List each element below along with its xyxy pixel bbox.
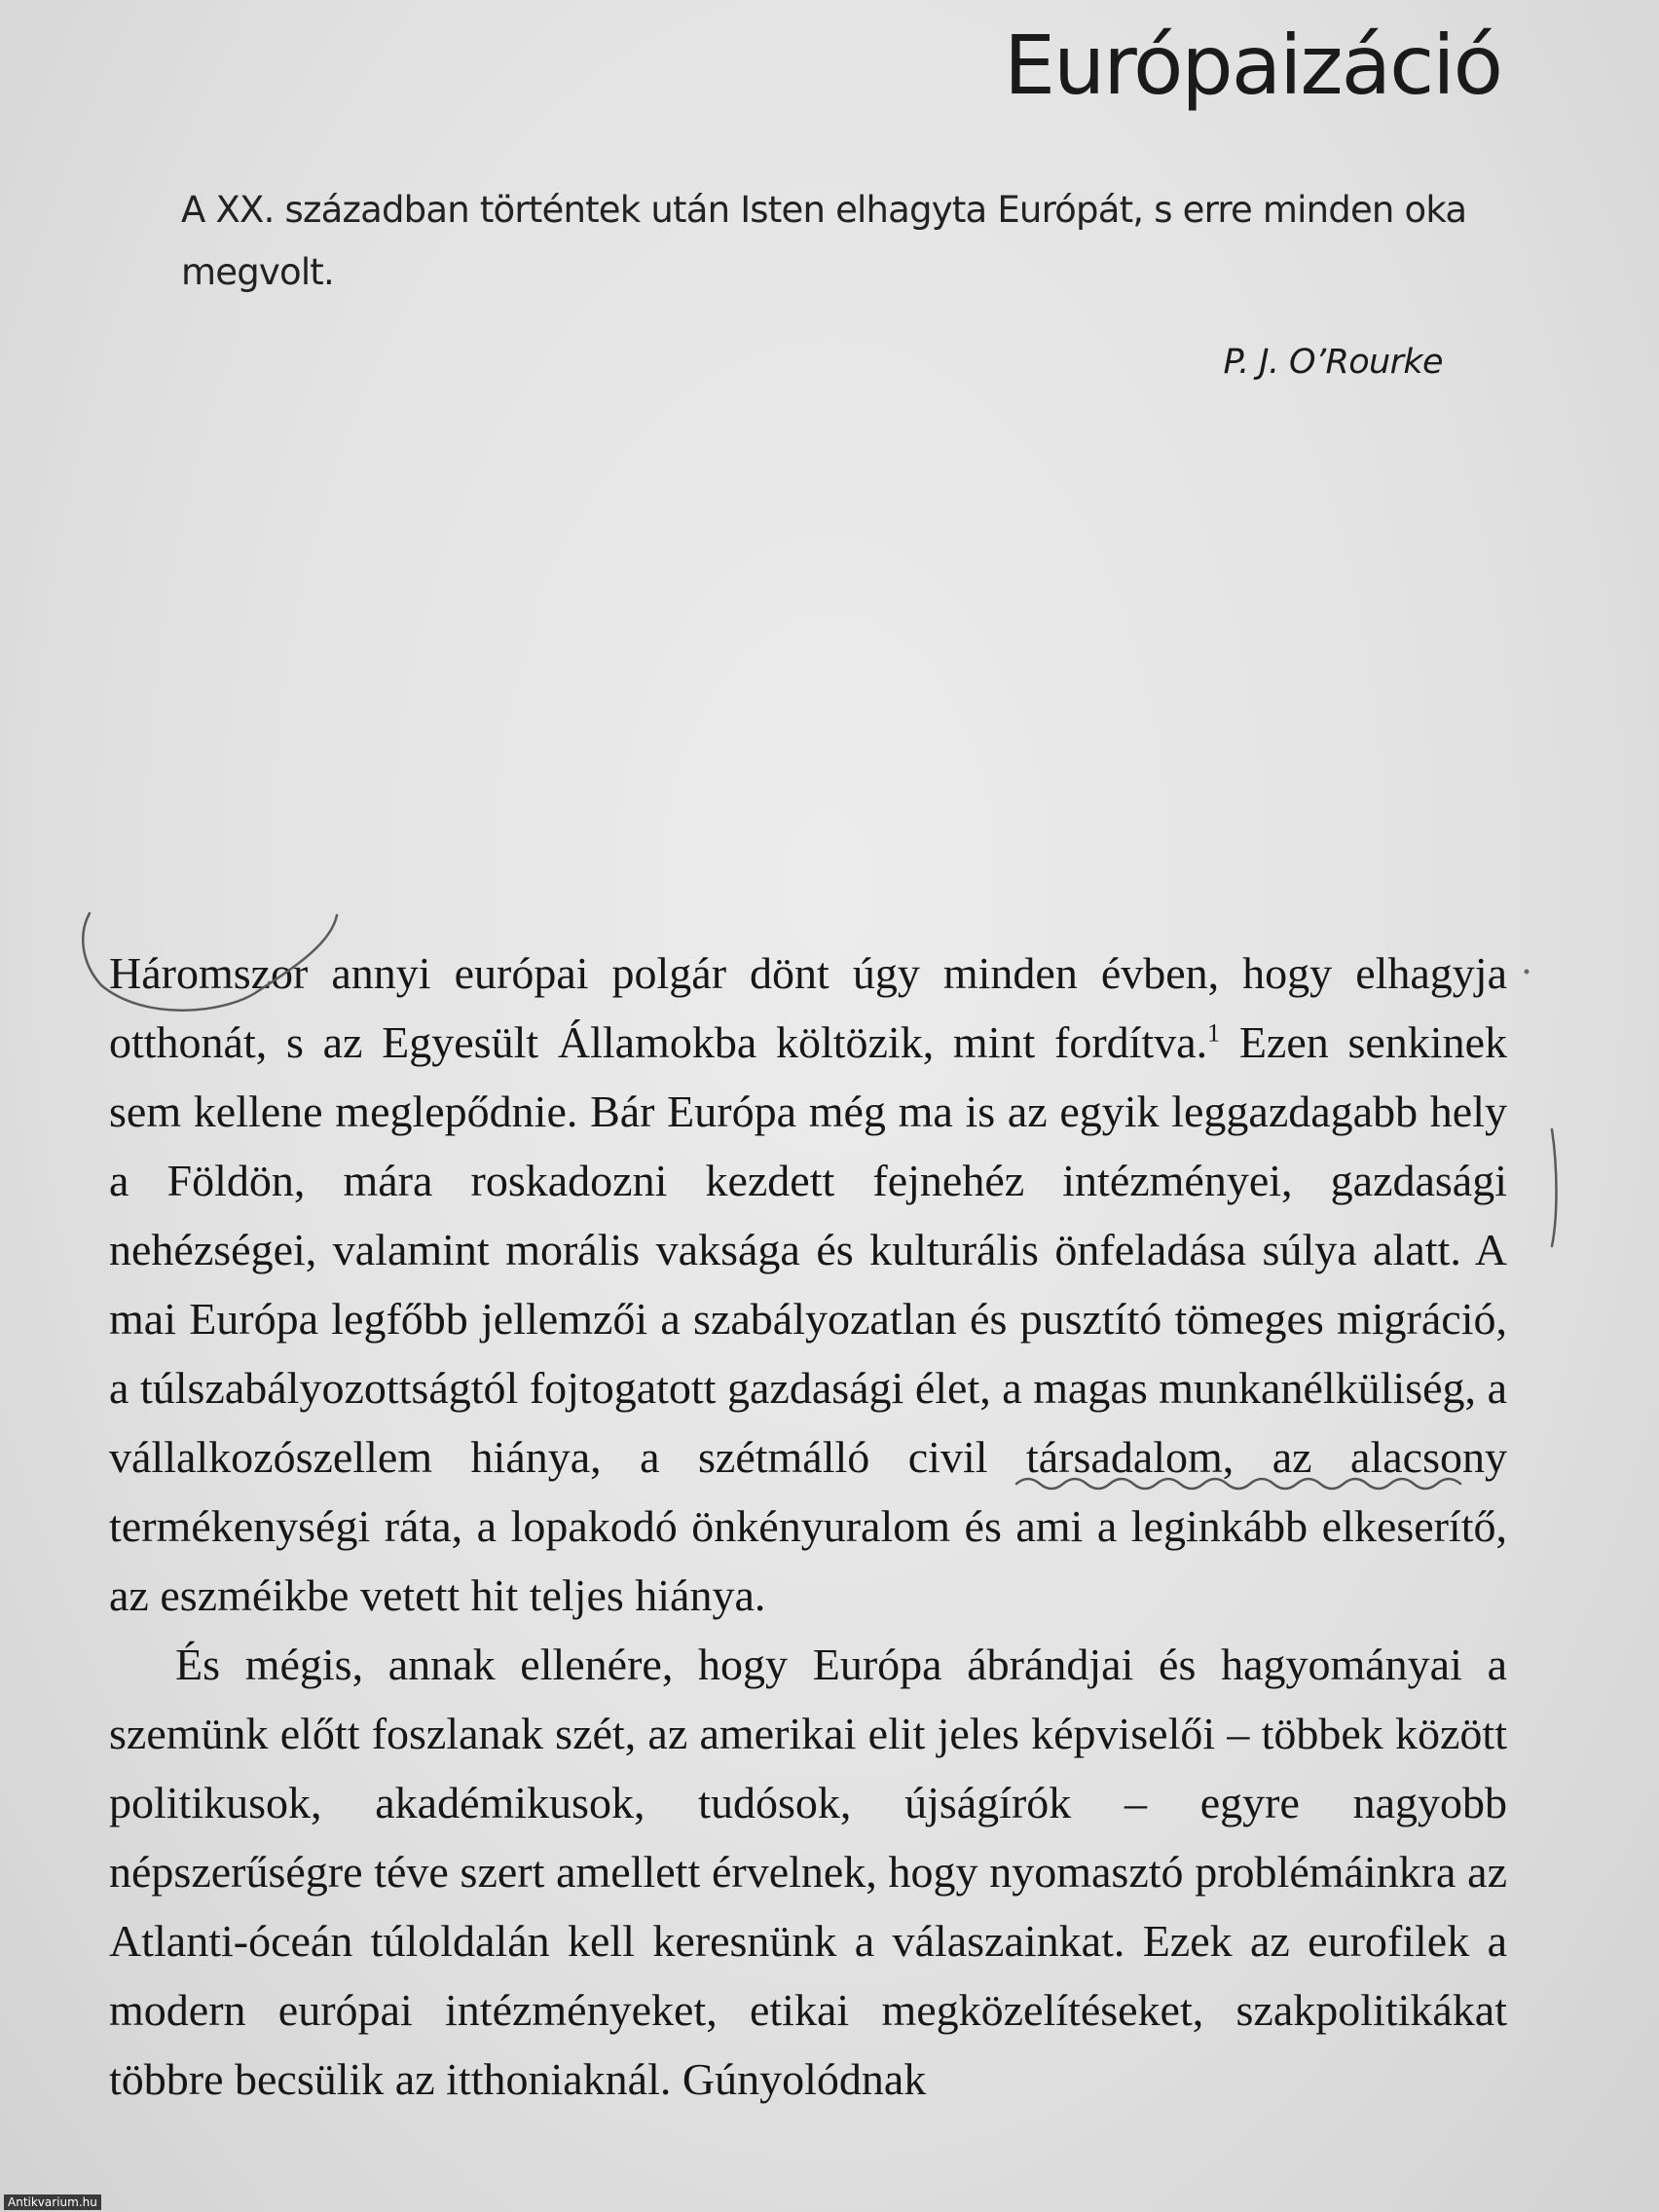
- chapter-title: Európaizáció: [1003, 18, 1501, 113]
- body-text: [109, 939, 1507, 2114]
- paragraph-1: [109, 939, 1507, 1630]
- site-watermark: Antikvarium.hu: [4, 2194, 101, 2210]
- paragraph-1-rest: Ezen senkinek sem kellene meglepődnie. Bár Európa még ma is az egyik leggazdagabb hely a Földön, mára roskadozni kezdett fejnehéz intézményei, gazdasági nehézségei, valamint morális vaksága és kulturális önfeladása súlya alatt. A mai Európa legfőbb jellemzői a szabályozatlan és pusztító tömeges migráció, a túlszabályozottságtól fojtogatott gazdasági élet, a magas munkanélküliség, a vállalkozószellem hiánya, a szétmálló civil társadalom, az alacsony termékenységi ráta, a lopakodó önkényuralom és ami a leginkább elkeserítő, az eszméikbe vetett hit teljes hiánya.: [109, 1017, 1507, 1620]
- footnote-marker: 1: [1207, 1018, 1221, 1048]
- epigraph-quote: A XX. században történtek után Isten elhagyta Európát, s erre minden oka megvolt.: [181, 189, 1467, 293]
- pencil-dot: [1525, 970, 1530, 975]
- epigraph-author: P. J. O’Rourke: [1223, 343, 1443, 382]
- paragraph-2: És mégis, annak ellenére, hogy Európa ábrándjai és hagyományai a szemünk előtt foszlanak szét, az amerikai elit jeles képviselői – többek között politikusok, akadémikusok, tudósok, újságírók – egyre nagyobb népszerűségre téve szert amellett érvelnek, hogy nyomasztó problémáinkra az Atlanti-óceán túloldalán kell keresnünk a válaszainkat. Ezek az eurofilek a modern európai intézményeket, etikai megközelítéseket, szakpolitikákat többre becsülik az itthoniaknál. Gúnyolódnak: [109, 1640, 1507, 2104]
- pencil-margin-line: [1552, 1129, 1557, 1246]
- paragraph-1-start: Háromszor annyi európai polgár dönt úgy minden évben, hogy elhagyja otthonát, s az Egyesült Államokba költözik, mint fordítva.: [109, 948, 1507, 1067]
